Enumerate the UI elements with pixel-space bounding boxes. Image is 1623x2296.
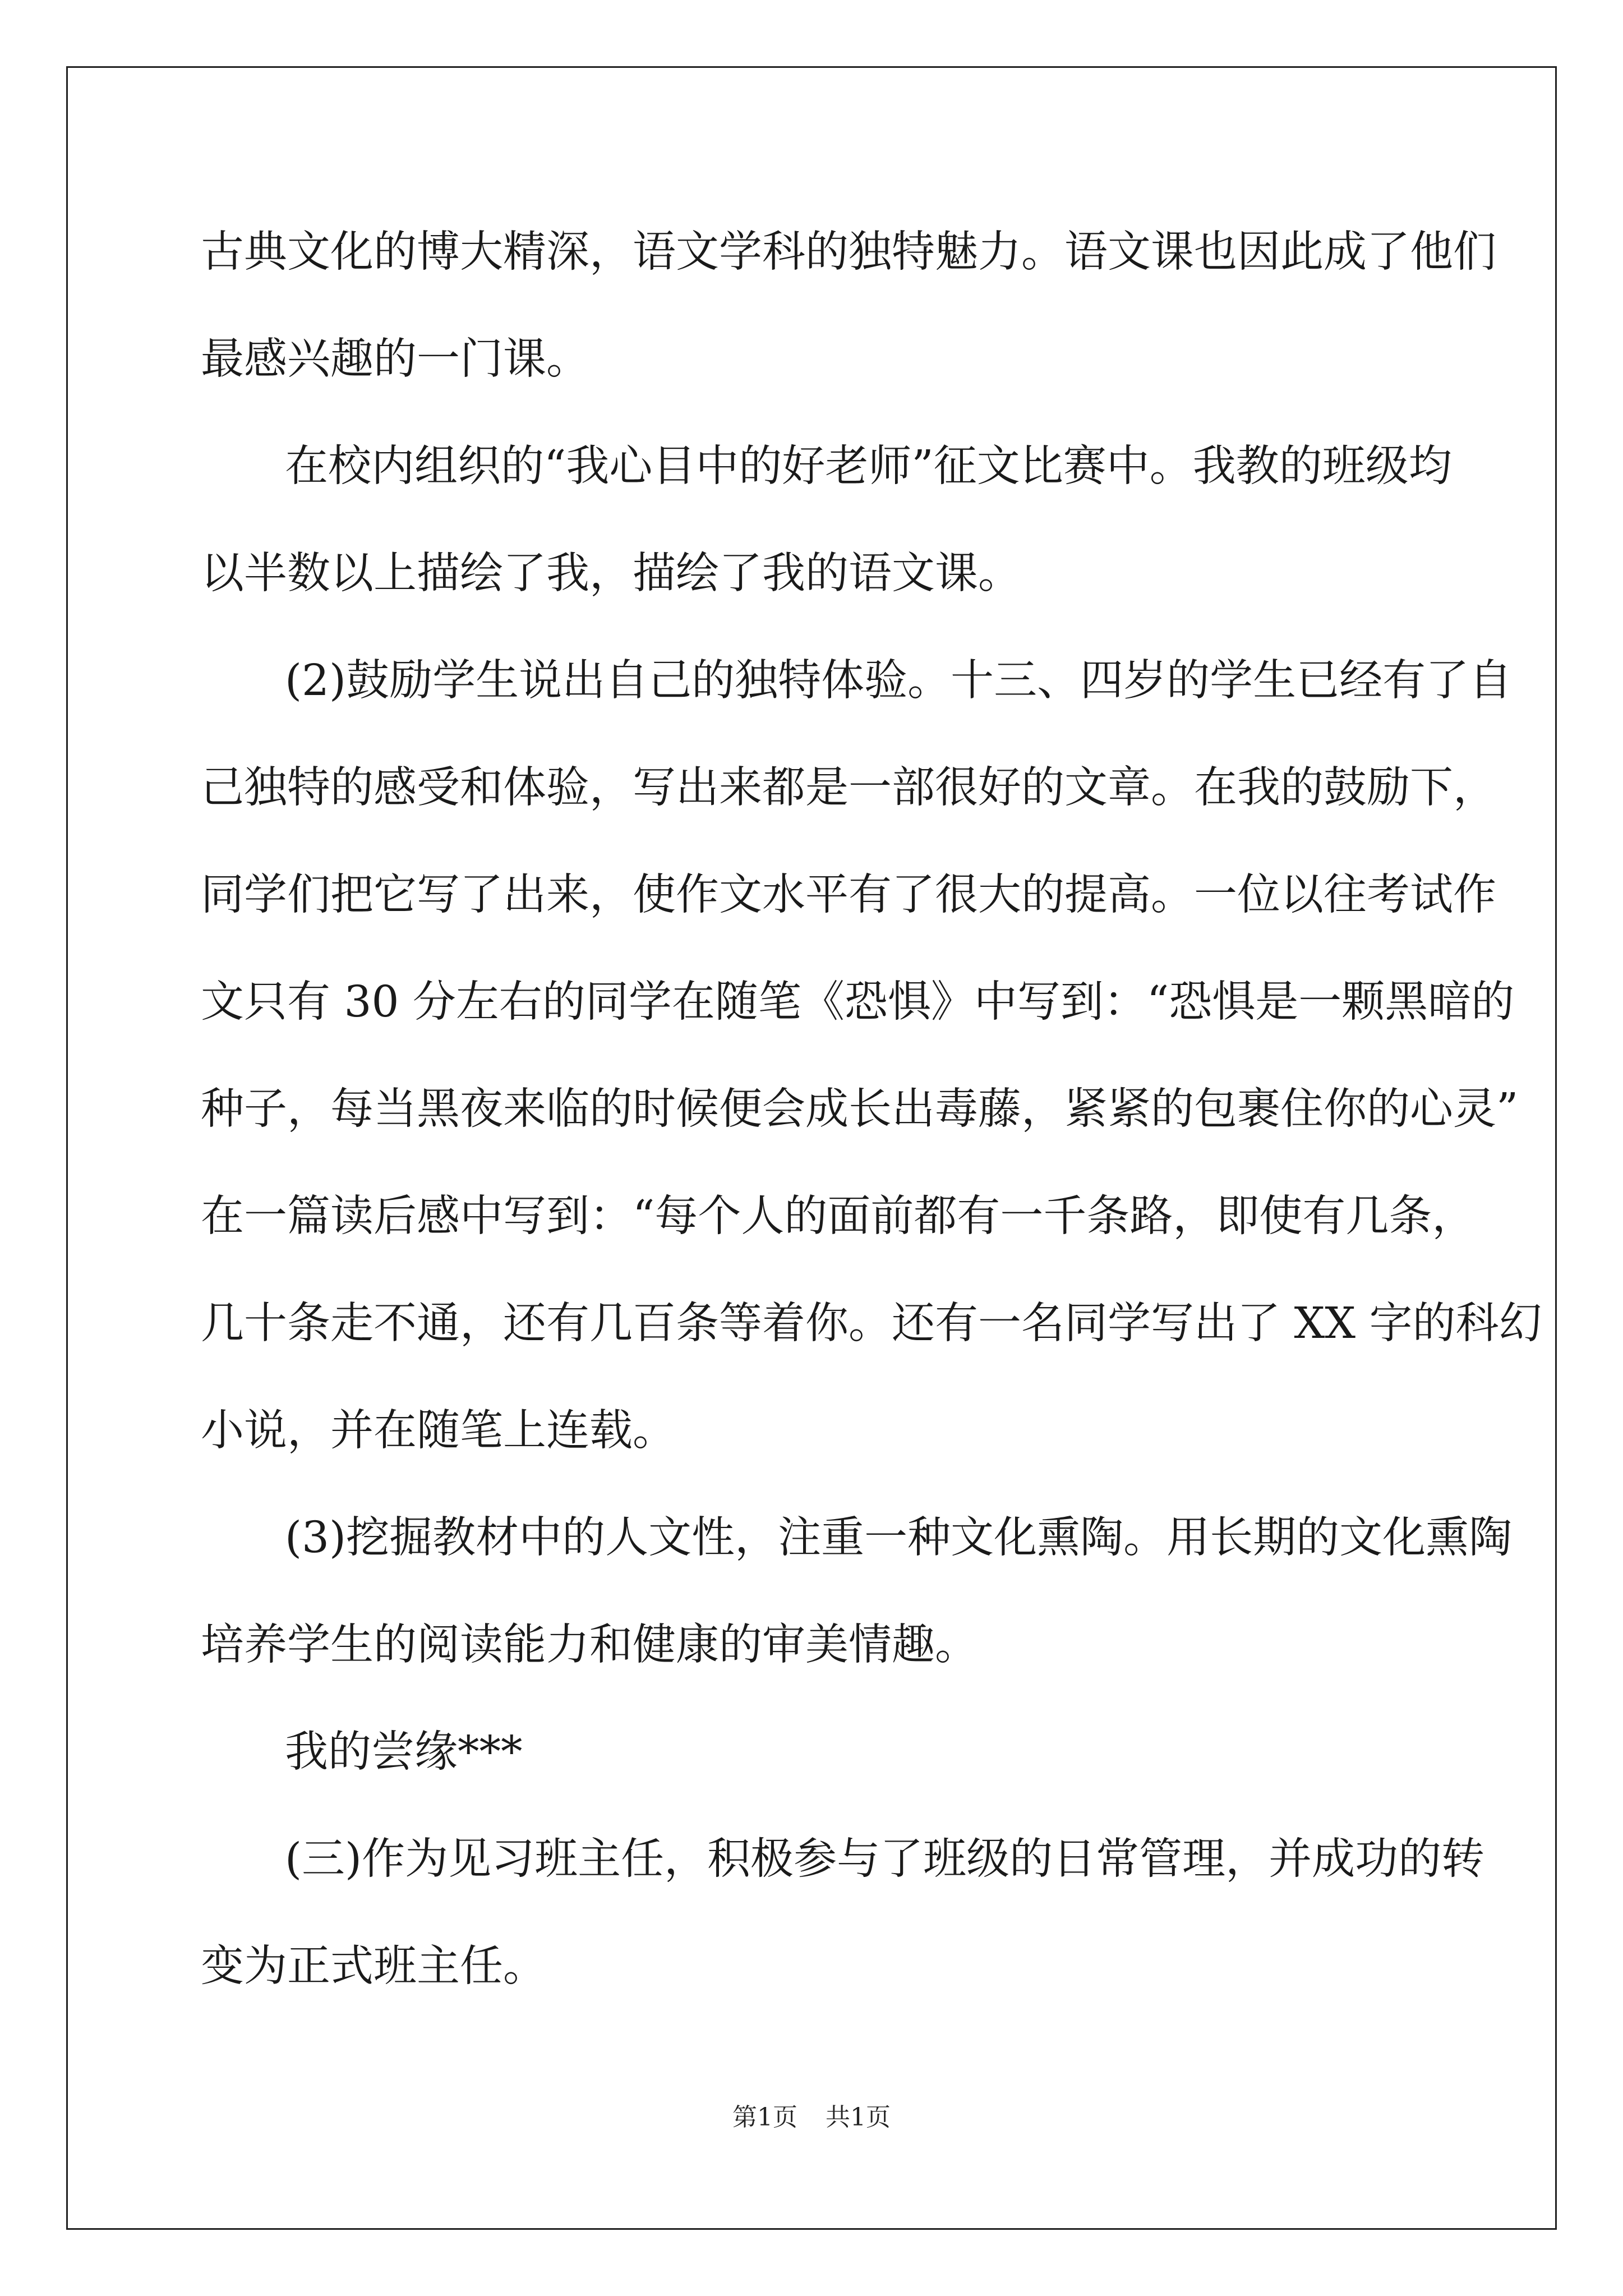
text-line: 以半数以上描绘了我，描绘了我的语文课。 [201, 549, 1021, 599]
text-line: 古典文化的博大精深，语文学科的独特魅力。语文课也因此成了他们 [201, 227, 1496, 277]
text-line: 在一篇读后感中写到：“每个人的面前都有一千条路，即使有几条， [201, 1191, 1476, 1241]
document-body [201, 208, 1542, 2029]
section-heading: 我的尝缘*** [285, 1727, 523, 1777]
paragraph-start-line: (3)挖掘教材中的人文性，注重一种文化熏陶。用长期的文化熏陶 [285, 1513, 1513, 1563]
page-total: 共1页 [826, 2103, 891, 2132]
paragraph-start-line: (2)鼓励学生说出自己的独特体验。十三、四岁的学生已经有了自 [285, 656, 1513, 706]
text-line: 小说，并在随笔上连载。 [201, 1406, 676, 1456]
text-line: 变为正式班主任。 [201, 1941, 546, 1991]
page-number: 第1页 [732, 2103, 797, 2132]
text-line: 培养学生的阅读能力和健康的审美情趣。 [201, 1620, 978, 1670]
paragraph-start-line: 在校内组织的“我心目中的好老师”征文比赛中。我教的班级均 [285, 441, 1452, 491]
text-line: 己独特的感受和体验，写出来都是一部很好的文章。在我的鼓励下， [201, 763, 1496, 813]
text-line: 最感兴趣的一门课。 [201, 334, 589, 384]
page-footer [0, 2101, 1623, 2134]
text-line: 同学们把它写了出来，使作文水平有了很大的提高。一位以往考试作 [201, 870, 1496, 920]
text-line: 几十条走不通，还有几百条等着你。还有一名同学写出了 XX 字的科幻 [201, 1299, 1542, 1349]
text-line: 文只有 30 分左右的同学在随笔《恐惧》中写到：“恐惧是一颗黑暗的 [201, 977, 1515, 1027]
text-line: 种子，每当黑夜来临的时候便会成长出毒藤，紧紧的包裹住你的心灵” [201, 1084, 1519, 1134]
paragraph-start-line: (三)作为见习班主任，积极参与了班级的日常管理，并成功的转 [285, 1834, 1485, 1884]
